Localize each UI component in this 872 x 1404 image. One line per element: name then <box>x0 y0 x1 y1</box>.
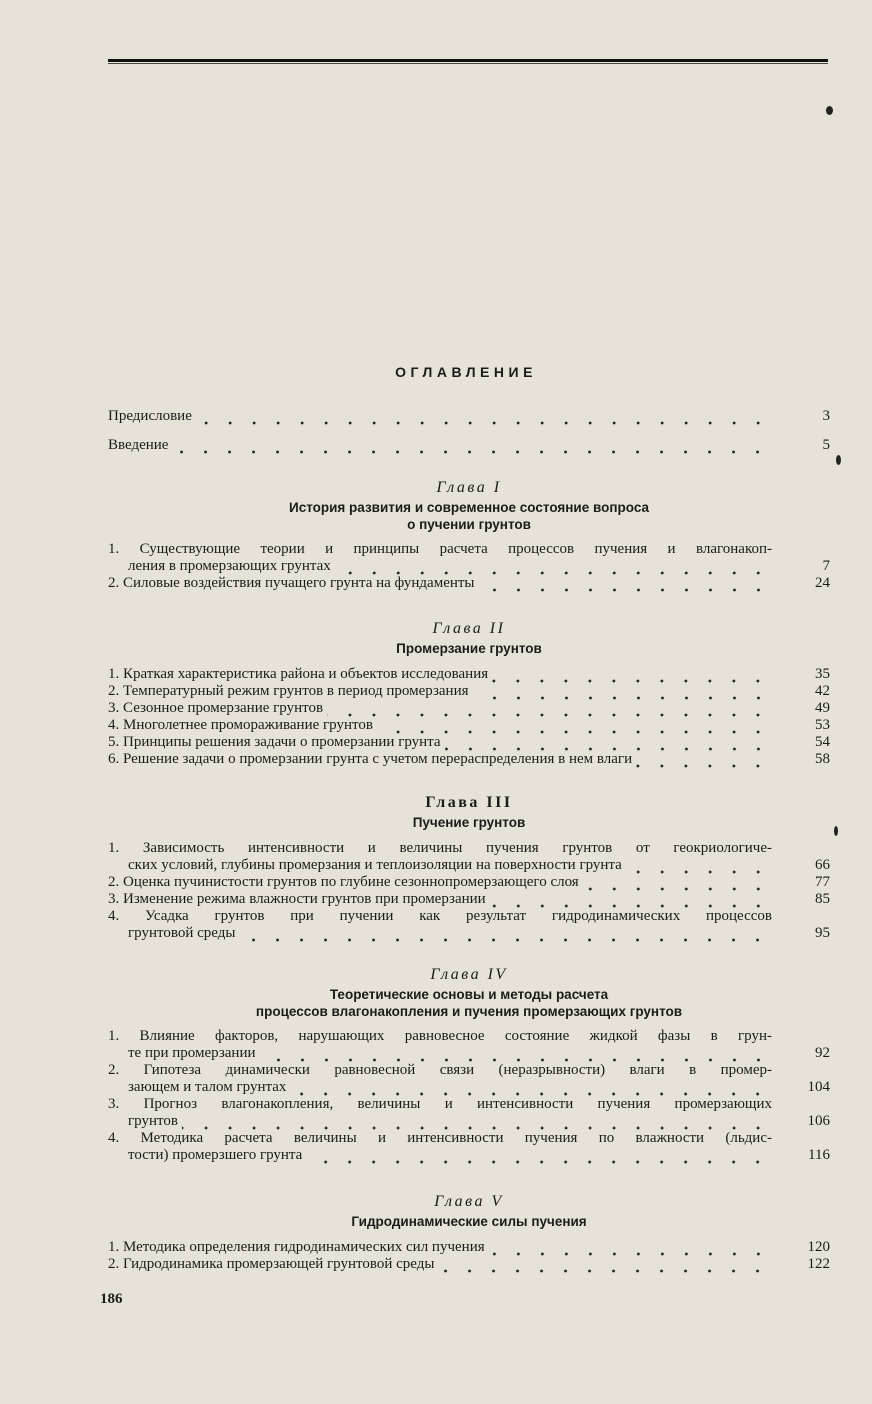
entry-page: 95 <box>815 924 830 941</box>
dot-leader <box>626 857 770 874</box>
chapter-4 <box>108 965 830 1164</box>
entry-text: 2. Оценка пучинистости грунтов по глубине сезоннопромерзающего слоя <box>108 873 579 890</box>
chapter-heading <box>108 500 830 533</box>
entry-text: Введение <box>108 437 169 453</box>
entry-page: 49 <box>815 699 830 716</box>
toc-entry <box>108 891 830 908</box>
entry-page: 24 <box>815 575 830 591</box>
entry-page: 85 <box>815 890 830 907</box>
chapter-heading-line: История развития и современное состояние вопроса <box>288 500 649 515</box>
toc-entry <box>108 408 830 425</box>
dot-leader <box>489 1239 770 1256</box>
entry-text: Предисловие <box>108 408 192 424</box>
toc-entry <box>108 1096 830 1130</box>
chapter-heading-line: Пучение грунтов <box>412 815 526 830</box>
chapter-heading-line: о пучении грунтов <box>407 516 531 532</box>
entry-text: 4. Методика расчета величины и интенсивности пучения по влажности (льдис- <box>108 1130 772 1146</box>
chapter-label: Глава V <box>434 1193 504 1210</box>
toc-entry <box>108 751 830 768</box>
top-rule-thin <box>108 63 828 64</box>
chapter-heading-line: Теоретические основы и методы расчета <box>329 987 609 1002</box>
entry-text: грунтов <box>128 1113 178 1129</box>
entry-text: 3. Прогноз влагонакопления, величины и интенсивности пучения промерзающих <box>108 1096 772 1112</box>
chapter-heading <box>108 987 830 1020</box>
toc-entry-line <box>108 857 830 874</box>
entry-page: 66 <box>815 856 830 873</box>
chapter-heading-line: Гидродинамические силы пучения <box>351 1214 587 1229</box>
chapter-heading <box>108 641 830 658</box>
toc-entry <box>108 1028 830 1062</box>
toc-entry-line <box>108 558 830 575</box>
toc-entry <box>108 1239 830 1256</box>
dot-leader <box>290 1079 770 1096</box>
entry-text: 2. Гидродинамика промерзающей грунтовой среды <box>108 1255 435 1272</box>
dot-leader <box>260 1045 770 1062</box>
toc-entry-line <box>108 1113 830 1130</box>
dot-leader <box>636 751 770 768</box>
entry-text: 6. Решение задачи о промерзании грунта с учетом перераспределения в нем влаги <box>108 750 633 767</box>
entry-text: грунтовой среды <box>128 924 236 941</box>
entry-page: 116 <box>808 1147 830 1163</box>
toc-entry-line <box>108 541 830 558</box>
entry-page: 77 <box>815 873 830 890</box>
toc-entry <box>108 908 830 942</box>
entry-text: те при промерзании <box>128 1045 256 1061</box>
toc-entry-line <box>108 683 830 700</box>
toc-entry-line <box>108 734 830 751</box>
entry-page: 120 <box>807 1238 830 1255</box>
toc-entry <box>108 666 830 683</box>
toc-entry <box>108 874 830 891</box>
front-matter <box>108 408 830 466</box>
entry-text: 2. Силовые воздействия пучащего грунта на фундаменты <box>108 575 475 591</box>
toc-entry-line <box>108 908 830 925</box>
toc-entry-line <box>108 925 830 942</box>
chapter-label: Глава II <box>432 620 506 637</box>
entry-page: 42 <box>815 682 830 699</box>
chapter-items <box>108 1239 830 1273</box>
dot-leader <box>473 683 770 700</box>
entry-text: 3. Изменение режима влажности грунтов при промерзании <box>108 890 486 907</box>
toc-entry-line <box>108 840 830 857</box>
toc-entry <box>108 700 830 717</box>
toc-entry-line <box>108 1256 830 1273</box>
chapter-items <box>108 541 830 592</box>
toc-entry <box>108 1130 830 1164</box>
chapter-heading <box>108 1214 830 1231</box>
entry-page: 7 <box>822 558 830 574</box>
entry-page: 106 <box>807 1113 830 1129</box>
scan-speck <box>834 826 838 836</box>
chapter-label: Глава III <box>425 794 513 811</box>
chapter-items <box>108 1028 830 1164</box>
page-title: ОГЛАВЛЕНИЕ <box>395 364 537 380</box>
dot-leader <box>445 734 770 751</box>
toc-entry-line <box>108 1096 830 1113</box>
chapter-2 <box>108 619 830 768</box>
dot-leader <box>196 408 770 425</box>
entry-text: 1. Существующие теории и принципы расчета процессов пучения и влагонакоп- <box>108 541 772 557</box>
toc-entry <box>108 734 830 751</box>
entry-page: 35 <box>815 665 830 682</box>
toc-entry <box>108 437 830 454</box>
chapter-1 <box>108 478 830 592</box>
entry-text: 2. Температурный режим грунтов в период промерзания <box>108 682 469 699</box>
dot-leader <box>479 575 770 592</box>
dot-leader <box>182 1113 770 1130</box>
toc-entry <box>108 683 830 700</box>
toc-entry-line <box>108 666 830 683</box>
chapter-5 <box>108 1192 830 1273</box>
chapter-label: Глава IV <box>430 966 508 983</box>
scan-speck <box>826 106 833 115</box>
toc-entry-line <box>108 437 830 454</box>
entry-text: ления в промерзающих грунтах <box>128 558 331 574</box>
dot-leader <box>377 717 770 734</box>
dot-leader <box>490 891 770 908</box>
entry-text: 2. Гипотеза динамически равновесной связи (неразрывности) влаги в промер- <box>108 1062 772 1078</box>
toc-entry <box>108 717 830 734</box>
dot-leader <box>172 437 770 454</box>
toc-entry <box>108 840 830 874</box>
entry-text: 4. Усадка грунтов при пучении как результат гидродинамических процессов <box>108 907 772 924</box>
entry-page: 104 <box>807 1079 830 1095</box>
chapter-3 <box>108 793 830 942</box>
top-rule <box>108 59 828 62</box>
toc-entry-line <box>108 1239 830 1256</box>
entry-page: 92 <box>815 1045 830 1061</box>
entry-text: 3. Сезонное промерзание грунтов <box>108 699 324 716</box>
entry-text: 1. Краткая характеристика района и объектов исследования <box>108 665 489 682</box>
entry-page: 54 <box>815 733 830 750</box>
toc-entry-line <box>108 1147 830 1164</box>
toc-entry-line <box>108 1062 830 1079</box>
dot-leader <box>583 874 770 891</box>
entry-page: 5 <box>822 437 830 453</box>
entry-text: зающем и талом грунтах <box>128 1079 287 1095</box>
toc-entry-line <box>108 1130 830 1147</box>
toc-entry-line <box>108 408 830 425</box>
entry-page: 58 <box>815 750 830 767</box>
toc-entry-line <box>108 575 830 592</box>
chapter-heading-line: процессов влагонакопления и пучения промерзающих грунтов <box>255 1003 683 1019</box>
dot-leader <box>492 666 770 683</box>
toc-entry-line <box>108 891 830 908</box>
chapter-label: Глава I <box>436 479 502 496</box>
entry-page: 122 <box>807 1255 830 1272</box>
chapter-items <box>108 840 830 942</box>
entry-page: 53 <box>815 716 830 733</box>
entry-text: 4. Многолетнее промораживание грунтов <box>108 716 373 733</box>
entry-text: ских условий, глубины промерзания и теплоизоляции на поверхности грунта <box>128 856 622 873</box>
dot-leader <box>438 1256 770 1273</box>
entry-text: 1. Зависимость интенсивности и величины пучения грунтов от геокриологиче- <box>108 839 772 856</box>
toc-entry-line <box>108 700 830 717</box>
dot-leader <box>239 925 770 942</box>
entry-text: тости) промерзшего грунта <box>128 1147 303 1163</box>
entry-page: 3 <box>822 408 830 424</box>
chapter-items <box>108 666 830 768</box>
entry-text: 1. Влияние факторов, нарушающих равновесное состояние жидкой фазы в грун- <box>108 1028 772 1044</box>
toc-entry <box>108 541 830 575</box>
dot-leader <box>327 700 770 717</box>
chapter-heading-line: Промерзание грунтов <box>396 641 542 656</box>
page-number: 186 <box>100 1291 123 1307</box>
toc-entry <box>108 575 830 592</box>
toc-entry-line <box>108 717 830 734</box>
scan-speck <box>836 455 841 465</box>
toc-entry-line <box>108 1079 830 1096</box>
entry-text: 1. Методика определения гидродинамических сил пучения <box>108 1238 485 1255</box>
entry-text: 5. Принципы решения задачи о промерзании грунта <box>108 733 441 750</box>
toc-entry <box>108 1062 830 1096</box>
toc-entry-line <box>108 1028 830 1045</box>
toc-entry-line <box>108 751 830 768</box>
toc-entry-line <box>108 874 830 891</box>
dot-leader <box>335 558 770 575</box>
toc-entry-line <box>108 1045 830 1062</box>
chapter-heading <box>108 815 830 832</box>
toc-entry <box>108 1256 830 1273</box>
dot-leader <box>306 1147 770 1164</box>
